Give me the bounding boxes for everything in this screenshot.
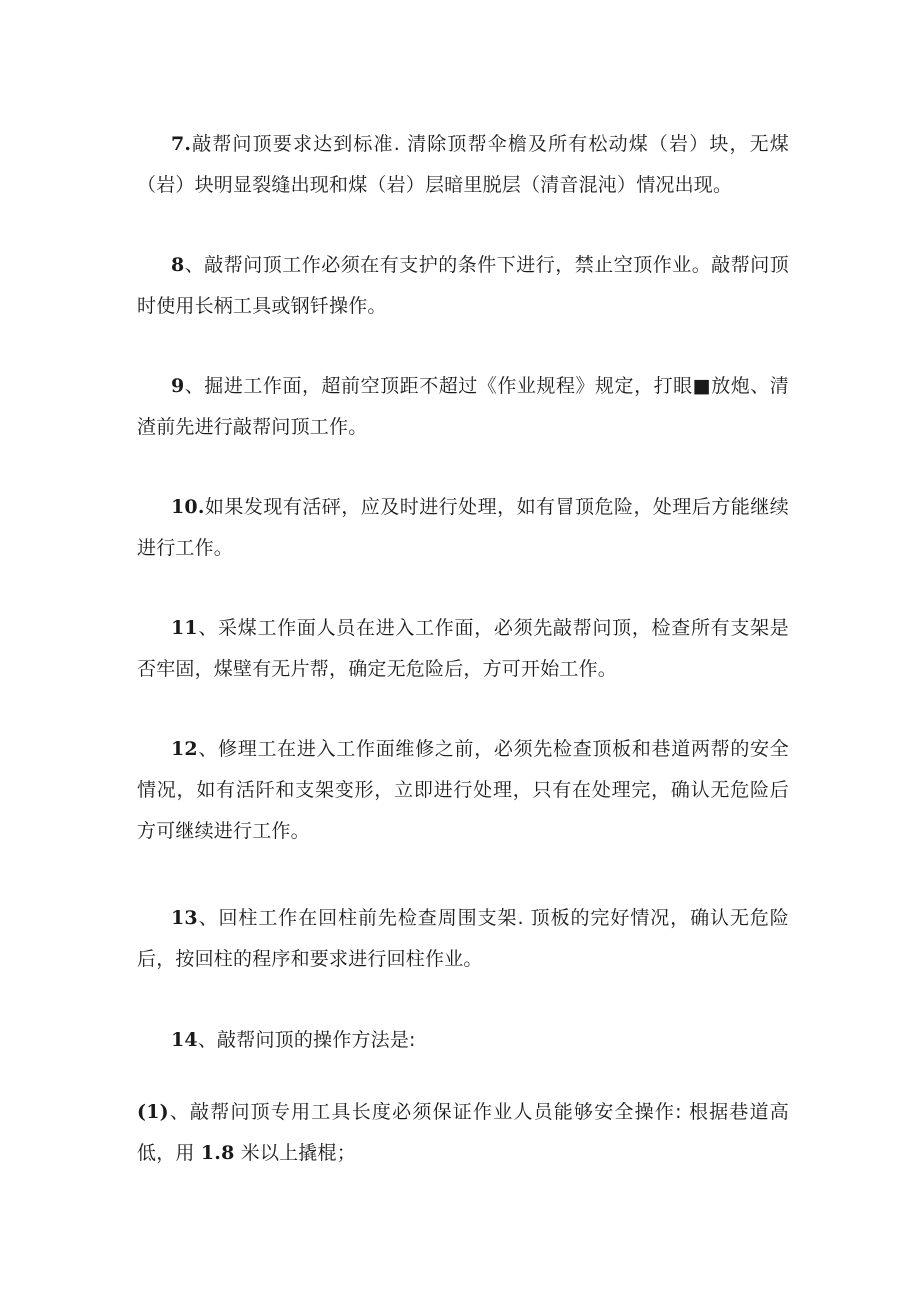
paragraph-text: 如果发现有活砰，应及时进行处理，如有冒顶危险，处理后方能继续进行工作。 [137,496,789,559]
paragraph-text: 、敲帮问顶专用工具长度必须保证作业人员能够安全操作: 根据巷道高低，用 [137,1101,789,1164]
paragraph-9 [137,366,789,448]
inline-number: 1.8 [200,1142,235,1164]
paragraph-number: 11 [171,617,198,639]
paragraph-number: (1) [137,1101,169,1123]
paragraph-7 [137,124,789,206]
paragraph-number: 10. [171,496,205,518]
paragraph-text: 、回柱工作在回柱前先检查周围支架. 顶板的完好情况，确认无危险后，按回柱的程序和要求进行回柱作业。 [137,907,789,970]
paragraph-number: 7. [171,133,192,155]
paragraph-number: 9 [171,375,185,397]
paragraph-text: 、敲帮问顶的操作方法是: [197,1029,416,1051]
paragraph-number: 8 [171,254,185,276]
paragraph-text: 、修理工在进入工作面维修之前，必须先检查顶板和巷道两帮的安全情况，如有活阡和支架变形，立即进行处理，只有在处理完，确认无危险后方可继续进行工作。 [137,738,789,842]
paragraph-8 [137,245,789,327]
paragraph-text: 、敲帮问顶工作必须在有支护的条件下进行，禁止空顶作业。敲帮问顶时使用长柄工具或钢钎操作。 [137,254,789,317]
paragraph-text: 、采煤工作面人员在进入工作面，必须先敲帮问顶，检查所有支架是否牢固，煤壁有无片帮，确定无危险后，方可开始工作。 [137,617,789,680]
paragraph-number: 14 [171,1029,198,1051]
paragraph-10 [137,487,789,569]
paragraph-11 [137,608,789,690]
paragraph-number: 13 [171,907,198,929]
paragraph-12 [137,729,789,852]
paragraph-text: 、掘进工作面，超前空顶距不超过《作业规程》规定，打眼■放炮、清渣前先进行敲帮问顶工作。 [137,375,789,438]
paragraph-text: 敲帮问顶要求达到标准. 清除顶帮伞檐及所有松动煤（岩）块，无煤（岩）块明显裂缝出现和煤（岩）层暗里脱层（清音混沌）情况出现。 [137,133,789,196]
paragraph-sub-1 [137,1092,789,1174]
paragraph-number: 12 [171,738,198,760]
paragraph-13 [137,898,789,980]
paragraph-14 [137,1020,789,1061]
paragraph-text-tail: 米以上撬棍； [234,1142,356,1164]
